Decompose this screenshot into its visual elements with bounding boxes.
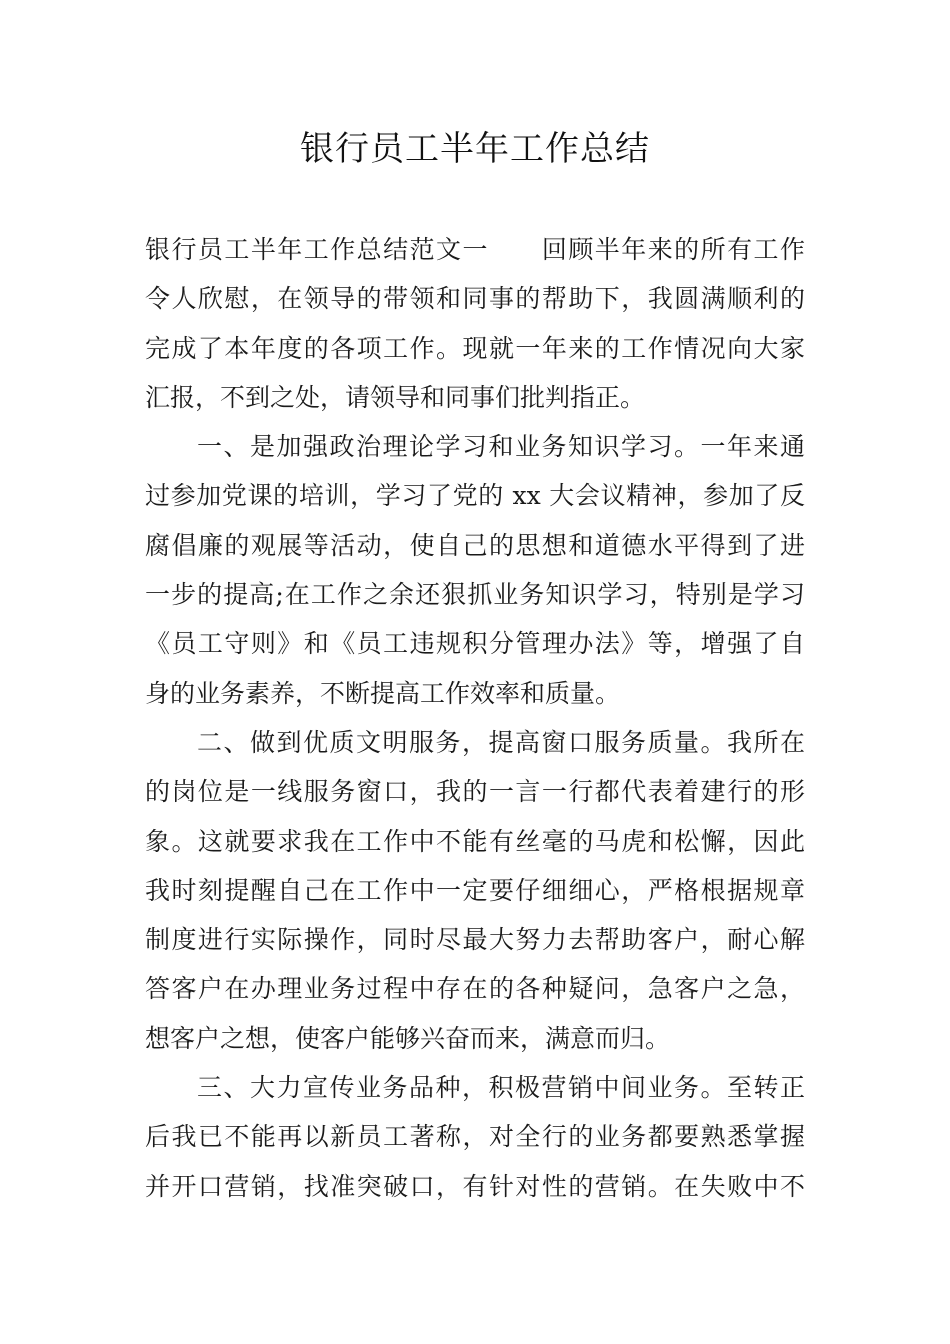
text-line: 象。这就要求我在工作中不能有丝毫的马虎和松懈，因此: [145, 826, 805, 856]
text-line: 汇报，不到之处，请领导和同事们批判指正。: [145, 382, 646, 412]
text-line: 一步的提高;在工作之余还狠抓业务知识学习，特别是学习: [145, 580, 805, 610]
text-line: 完成了本年度的各项工作。现就一年来的工作情况向大家: [145, 333, 805, 363]
text-line: 答客户在办理业务过程中存在的各种疑问，急客户之急，: [145, 974, 805, 1004]
text-line: 过参加党课的培训，学习了党的 xx 大会议精神，参加了反: [145, 481, 805, 511]
text-line: 银行员工半年工作总结范文一 回顾半年来的所有工作: [145, 235, 805, 264]
text-line: 一、是加强政治理论学习和业务知识学习。一年来通: [197, 432, 805, 462]
text-line: 并开口营销，找准突破口，有针对性的营销。在失败中不: [145, 1171, 805, 1201]
document-title: 银行员工半年工作总结: [300, 129, 650, 169]
text-line: 的岗位是一线服务窗口，我的一言一行都代表着建行的形: [145, 777, 805, 807]
text-line: 三、大力宣传业务品种，积极营销中间业务。至转正: [197, 1073, 805, 1103]
text-line: 制度进行实际操作，同时尽最大努力去帮助客户，耐心解: [145, 925, 805, 955]
text-line: 想客户之想，使客户能够兴奋而来，满意而归。: [145, 1023, 671, 1053]
text-line: 《员工守则》和《员工违规积分管理办法》等，增强了自: [145, 629, 805, 659]
document-body: [145, 225, 805, 1211]
text-line: 我时刻提醒自己在工作中一定要仔细细心，严格根据规章: [145, 875, 805, 905]
text-line: 二、做到优质文明服务，提高窗口服务质量。我所在: [197, 727, 805, 757]
text-line: 令人欣慰，在领导的带领和同事的帮助下，我圆满顺利的: [145, 284, 805, 314]
text-line: 后我已不能再以新员工著称，对全行的业务都要熟悉掌握: [145, 1122, 805, 1152]
text-line: 身的业务素养，不断提高工作效率和质量。: [145, 678, 621, 708]
text-line: 腐倡廉的观展等活动，使自己的思想和道德水平得到了进: [145, 530, 805, 560]
